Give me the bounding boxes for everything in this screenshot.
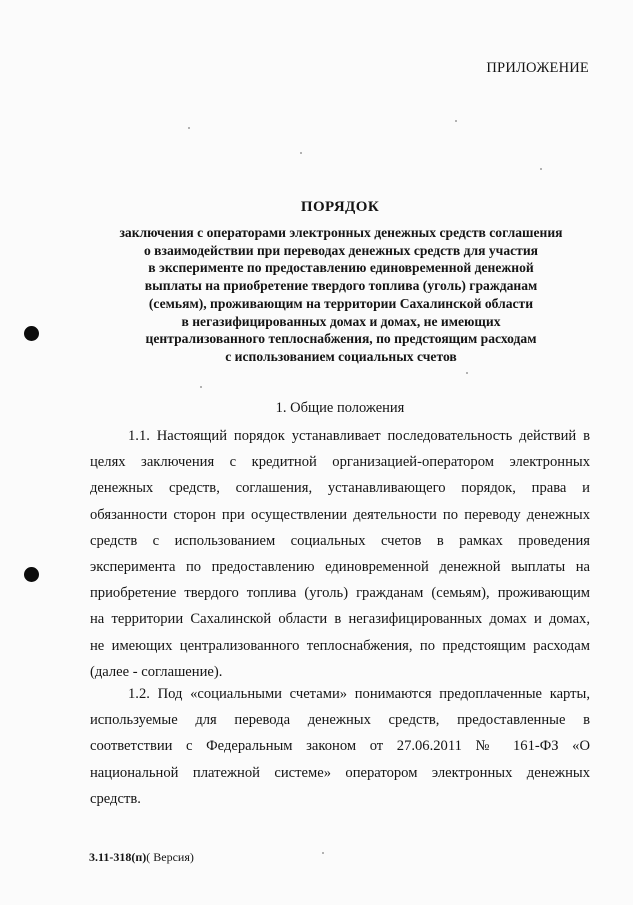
paragraph-line: соответствии с Федеральным законом от 27.06.2011 № 161-ФЗ «О — [90, 738, 590, 755]
scan-speck — [540, 168, 542, 170]
scan-speck — [300, 152, 302, 154]
document-code: 3.11-318(п) — [89, 850, 147, 864]
paragraph-line: средств. — [90, 790, 141, 807]
subtitle-line: с использованием социальных счетов — [225, 348, 457, 364]
scan-speck — [455, 120, 457, 122]
document-title: ПОРЯДОК — [300, 199, 380, 215]
scan-speck — [200, 386, 202, 388]
paragraph-line: денежных средств, соглашения, устанавливающего порядок, права и — [90, 480, 590, 497]
scan-speck — [466, 372, 468, 374]
section-heading: 1. Общие положения — [275, 400, 405, 416]
subtitle-line: в негазифицированных домах и домах, не имеющих — [181, 313, 501, 329]
subtitle-line: выплаты на приобретение твердого топлива (уголь) гражданам — [144, 278, 538, 294]
paragraph-line: эксперимента по предоставлению единовременной денежной выплаты на — [90, 558, 590, 575]
paragraph-line: 1.2. Под «социальными счетами» понимаются предоплаченные карты, — [128, 686, 590, 702]
paragraph-1-1 — [90, 423, 590, 685]
paragraph-line: средств с использованием социальных счетов в рамках проведения — [90, 532, 590, 549]
paragraph-line: не имеющих централизованного теплоснабжения, по предстоящим расходам — [90, 637, 590, 654]
subtitle-line: (семьям), проживающим на территории Сахалинской области — [148, 295, 534, 311]
subtitle-line: в эксперименте по предоставлению единовременной денежной — [148, 260, 534, 276]
paragraph-line: на территории Сахалинской области в негазифицированных домах и домах, — [90, 611, 590, 628]
paragraph-line: 1.1. Настоящий порядок устанавливает последовательность действий в — [128, 428, 590, 444]
scan-speck — [322, 852, 324, 854]
paragraph-line: национальной платежной системе» оператором электронных денежных — [90, 764, 590, 781]
subtitle-line: заключения с операторами электронных денежных средств соглашения — [119, 225, 563, 240]
paragraph-line: (далее - соглашение). — [90, 663, 223, 680]
paragraph-1-2 — [90, 681, 590, 812]
paragraph-line: обязанности сторон при осуществлении деятельности по переводу денежных — [90, 506, 590, 523]
paragraph-line: приобретение твердого топлива (уголь) гражданам (семьям), проживающим — [90, 585, 590, 602]
document-subtitle — [86, 224, 596, 366]
paragraph-line: целях заключения с кредитной организацией-оператором электронных — [90, 454, 590, 471]
appendix-label: ПРИЛОЖЕНИЕ — [486, 60, 589, 76]
scan-speck — [188, 127, 190, 129]
paragraph-line: используемые для перевода денежных средств, предоставленные в — [90, 712, 590, 729]
subtitle-line: централизованного теплоснабжения, по предстоящим расходам — [145, 331, 537, 347]
punch-hole — [24, 326, 39, 341]
document-footer — [89, 850, 194, 865]
subtitle-line: о взаимодействии при переводах денежных средств для участия — [143, 242, 539, 258]
punch-hole — [24, 567, 39, 582]
document-version: ( Версия) — [146, 850, 194, 864]
